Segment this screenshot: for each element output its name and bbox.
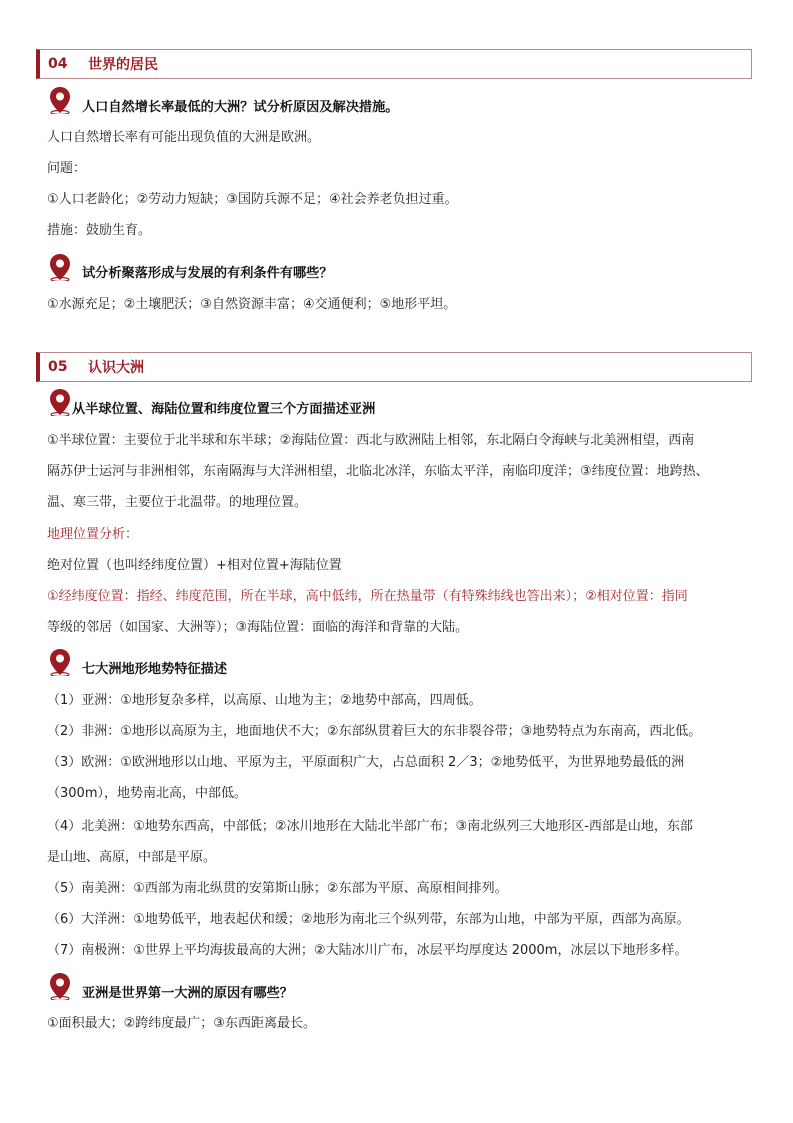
question-heading: 七大洲地形地势特征描述: [82, 662, 228, 677]
text-line: ①水源充足；②土壤肥沃；③自然资源丰富；④交通便利；⑤地形平坦。: [47, 297, 457, 312]
text-line: 绝对位置（也叫经纬度位置）+相对位置+海陆位置: [47, 558, 342, 573]
question-heading: 亚洲是世界第一大洲的原因有哪些？: [82, 986, 293, 1001]
map-pin-icon: [49, 972, 71, 1000]
section-header-05: [36, 352, 752, 382]
text-line: 问题：: [47, 161, 87, 176]
text-line: ①面积最大；②跨纬度最广；③东西距离最长。: [47, 1016, 316, 1031]
section-title: 认识大洲: [88, 360, 144, 376]
question-heading: 试分析聚落形成与发展的有利条件有哪些？: [82, 266, 333, 281]
map-pin-icon: [49, 648, 71, 676]
text-line: 温、寒三带，主要位于北温带。的地理位置。: [47, 495, 308, 510]
section-header-04: [36, 49, 752, 79]
text-line: （6）大洋洲：①地势低平，地表起伏和缓；②地形为南北三个纵列带，东部为山地，中部为平原，西部为高原。: [47, 912, 690, 927]
analysis-heading: 地理位置分析：: [47, 527, 139, 542]
text-line: 等级的邻居（如国家、大洲等）；③海陆位置：面临的海洋和背靠的大陆。: [47, 620, 469, 635]
text-line: （300m），地势南北高，中部低。: [47, 786, 247, 801]
text-line: （7）南极洲：①世界上平均海拔最高的大洲；②大陆冰川广布，冰层平均厚度达 2000m，冰层以下地形多样。: [47, 943, 688, 958]
analysis-line: ①经纬度位置：指经、纬度范围，所在半球，高中低纬，所在热量带（有特殊纬线也答出来）；②相对位置：指同: [47, 589, 688, 604]
text-line: 是山地、高原，中部是平原。: [47, 850, 217, 865]
text-line: （3）欧洲：①欧洲地形以山地、平原为主，平原面积广大，占总面积 2／3；②地势低平，为世界地势最低的洲: [47, 755, 685, 770]
map-pin-icon: [49, 253, 71, 281]
section-number: 04: [48, 56, 68, 72]
text-line: 措施：鼓励生育。: [47, 223, 152, 238]
text-line: （1）亚洲：①地形复杂多样，以高原、山地为主；②地势中部高，四周低。: [47, 693, 482, 708]
question-heading: 人口自然增长率最低的大洲？试分析原因及解决措施。: [82, 100, 399, 115]
text-line: ①半球位置：主要位于北半球和东半球；②海陆位置：西北与欧洲陆上相邻，东北隔白令海峡与北美洲相望，西南: [47, 433, 695, 448]
map-pin-icon: [49, 86, 71, 114]
map-pin-icon: [49, 388, 71, 416]
text-line: 人口自然增长率有可能出现负值的大洲是欧洲。: [47, 130, 321, 145]
text-line: ①人口老龄化；②劳动力短缺；③国防兵源不足；④社会养老负担过重。: [47, 192, 458, 207]
text-line: （4）北美洲：①地势东西高，中部低；②冰川地形在大陆北半部广布；③南北纵列三大地形区-西部是山地，东部: [47, 819, 693, 834]
question-heading: 从半球位置、海陆位置和纬度位置三个方面描述亚洲: [72, 402, 376, 417]
section-title: 世界的居民: [88, 57, 158, 73]
text-line: （2）非洲：①地形以高原为主，地面地伏不大；②东部纵贯着巨大的东非裂谷带；③地势特点为东南高，西北低。: [47, 724, 702, 739]
text-line: 隔苏伊士运河与非洲相邻，东南隔海与大洋洲相望，北临北冰洋，东临太平洋，南临印度洋；③纬度位置：地跨热、: [47, 464, 709, 479]
text-line: （5）南美洲：①西部为南北纵贯的安第斯山脉；②东部为平原、高原相间排列。: [47, 881, 508, 896]
section-number: 05: [48, 359, 68, 375]
